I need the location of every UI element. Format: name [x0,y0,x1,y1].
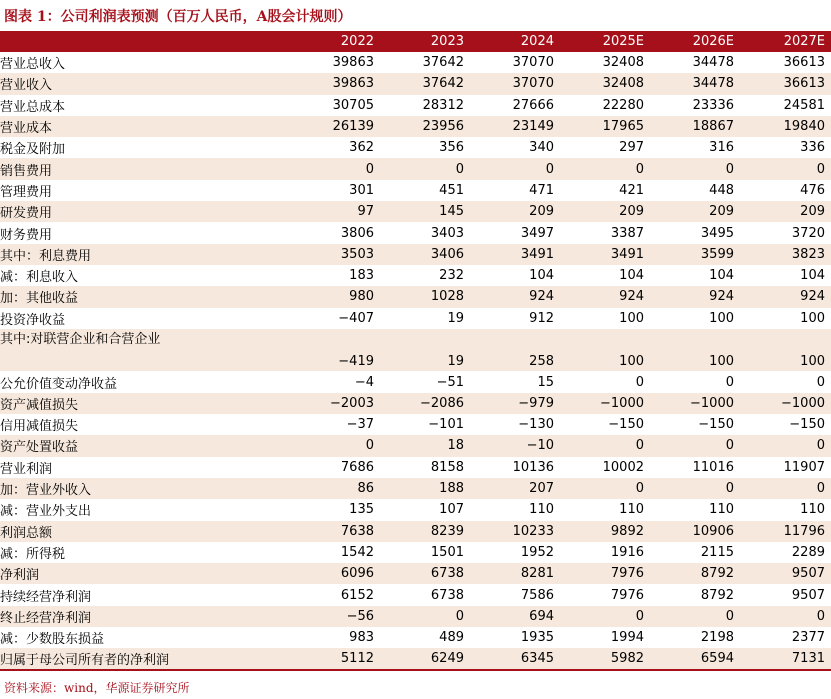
value-cell: −51 [436,374,464,390]
value-cell: 0 [740,606,831,627]
value-cell: 207 [470,478,560,499]
table-row [0,648,831,669]
value-cell: 448 [709,182,734,198]
value-cell: 0 [816,374,825,390]
value-cell: 37070 [470,73,560,94]
value-cell: 0 [560,158,650,179]
value-cell: 23336 [692,97,734,113]
value-cell: 100 [740,329,831,372]
table-row [0,137,831,158]
value-cell: 27666 [512,97,554,113]
value-cell: 100 [650,329,740,372]
value-cell: 0 [635,374,644,390]
row-label: 信用减值损失 [0,419,79,435]
value-cell: 97 [290,201,380,222]
value-cell: 9892 [560,521,650,542]
table-row [0,393,831,414]
value-cell: 0 [380,158,470,179]
value-cell: 26139 [290,116,380,137]
value-cell: 3503 [290,244,380,265]
table-row [0,201,831,222]
value-cell: 1935 [520,630,554,646]
value-cell: 188 [380,478,470,499]
table-row [0,371,831,392]
value-cell: 10906 [650,521,740,542]
value-cell: 11796 [740,521,831,542]
value-cell: 11907 [783,459,825,475]
value-cell: −150 [608,417,644,433]
value-cell: 362 [349,140,374,156]
table-row [0,542,831,563]
value-cell: 100 [709,310,734,326]
value-cell: 1952 [520,544,554,560]
value-cell: 7638 [290,521,380,542]
value-cell: 34478 [650,73,740,94]
value-cell: 100 [560,329,650,372]
value-cell: 3491 [560,244,650,265]
value-cell: 924 [740,286,831,307]
value-cell: 10002 [602,459,644,475]
value-cell: −407 [338,310,374,326]
row-label: 归属于母公司所有者的净利润 [0,648,290,669]
value-cell: 0 [740,478,831,499]
row-label: 营业成本 [0,116,290,137]
value-cell: 3403 [430,225,464,241]
value-cell: −56 [290,606,380,627]
value-cell: 0 [560,478,650,499]
row-label: 净利润 [0,563,290,584]
table-row [0,329,831,372]
value-cell: 297 [619,140,644,156]
value-cell: 3497 [520,225,554,241]
row-label: 减：营业外支出 [0,504,92,520]
income-statement-table [0,31,831,671]
value-cell: 6594 [650,648,740,669]
value-cell: 39863 [332,55,374,71]
value-cell: 356 [439,140,464,156]
value-cell: 32408 [560,73,650,94]
table-row [0,584,831,605]
row-label: 终止经营净利润 [0,606,290,627]
value-cell: 32408 [602,55,644,71]
header-row [0,31,831,52]
table-row [0,265,831,286]
table-row [0,414,831,435]
value-cell: 3806 [340,225,374,241]
value-cell: 6738 [380,563,470,584]
value-cell: 0 [650,478,740,499]
row-label: 其中：利息费用 [0,244,290,265]
value-cell: 110 [529,502,554,518]
row-label: 资产处置收益 [0,435,290,456]
row-label: 减：少数股东损益 [0,632,105,648]
value-cell: 7586 [520,587,554,603]
row-label: 利润总额 [0,521,290,542]
header-year-2025e: 2025E [560,31,650,52]
value-cell: 2289 [791,544,825,560]
row-label: 研发费用 [0,201,290,222]
value-cell: 110 [709,502,734,518]
value-cell: 980 [290,286,380,307]
row-label: 减：所得税 [0,546,66,562]
row-label: 营业总收入 [0,57,66,73]
value-cell: 6152 [340,587,374,603]
value-cell: 0 [650,435,740,456]
row-label: 投资净收益 [0,312,66,328]
value-cell: 183 [349,268,374,284]
value-cell: 10136 [512,459,554,475]
value-cell: 100 [800,310,825,326]
value-cell: 6249 [380,648,470,669]
table-row [0,244,831,265]
table-row [0,95,831,116]
row-label: 营业利润 [0,461,53,477]
value-cell: 9507 [740,563,831,584]
value-cell: 23149 [470,116,560,137]
value-cell: 1994 [610,630,644,646]
value-cell: 336 [800,140,825,156]
value-cell: 37070 [512,55,554,71]
header-year-2023: 2023 [380,31,470,52]
value-cell: −1000 [650,393,740,414]
row-label: 财务费用 [0,227,53,243]
table-row [0,457,831,478]
table-row [0,52,831,73]
value-cell: 19 [447,310,464,326]
row-label: 管理费用 [0,184,53,200]
header-year-2026e: 2026E [650,31,740,52]
table-row [0,627,831,648]
table-row [0,521,831,542]
value-cell: 301 [349,182,374,198]
value-cell: 24581 [783,97,825,113]
row-label: 持续经营净利润 [0,589,92,605]
table-header [0,31,831,52]
value-cell: 34478 [692,55,734,71]
value-cell: 2377 [791,630,825,646]
value-cell: 17965 [560,116,650,137]
value-cell: 3823 [740,244,831,265]
table-row [0,158,831,179]
row-label: 营业收入 [0,73,290,94]
value-cell: 107 [439,502,464,518]
value-cell: −150 [789,417,825,433]
value-cell: 2198 [700,630,734,646]
value-cell: 110 [800,502,825,518]
value-cell: 0 [560,435,650,456]
value-cell: 0 [470,158,560,179]
value-cell: 8281 [470,563,560,584]
value-cell: 36613 [783,55,825,71]
table-row [0,606,831,627]
value-cell: −37 [346,417,374,433]
value-cell: 3720 [791,225,825,241]
value-cell: −1000 [740,393,831,414]
value-cell: 6345 [470,648,560,669]
value-cell: −101 [428,417,464,433]
value-cell: 10233 [470,521,560,542]
value-cell: 0 [650,606,740,627]
value-cell: 39863 [290,73,380,94]
table-row [0,222,831,243]
value-cell: 3406 [380,244,470,265]
table-row [0,116,831,137]
value-cell: 7686 [340,459,374,475]
header-label-cell [0,31,290,52]
header-year-2024: 2024 [470,31,560,52]
table-body [0,52,831,670]
value-cell: 209 [740,201,831,222]
value-cell: 340 [529,140,554,156]
value-cell: 104 [529,268,554,284]
value-cell: 100 [619,310,644,326]
value-cell: 7131 [740,648,831,669]
value-cell: 1916 [610,544,644,560]
value-cell: 18867 [650,116,740,137]
value-cell: 3495 [700,225,734,241]
header-year-2027e: 2027E [740,31,831,52]
value-cell: 145 [380,201,470,222]
value-cell: 489 [439,630,464,646]
value-cell: 1028 [380,286,470,307]
value-cell: 476 [800,182,825,198]
row-label: 加：营业外收入 [0,478,290,499]
table-row [0,499,831,520]
table-title: 图表 1：公司利润表预测（百万人民币，A股会计规则） [4,9,352,25]
value-cell: 983 [349,630,374,646]
value-cell: 694 [470,606,560,627]
value-cell: 135 [349,502,374,518]
value-cell: 8158 [430,459,464,475]
value-cell: 18 [380,435,470,456]
value-cell: −130 [518,417,554,433]
table-row [0,73,831,94]
value-cell: 5982 [560,648,650,669]
value-cell: 258 [470,329,560,372]
row-label: 加：其他收益 [0,286,290,307]
value-cell: 924 [470,286,560,307]
value-cell: −10 [470,435,560,456]
value-cell: 19 [380,329,470,372]
value-cell: 7976 [560,563,650,584]
value-cell: −1000 [560,393,650,414]
value-cell: 924 [650,286,740,307]
value-cell: 209 [470,201,560,222]
value-cell: 0 [725,374,734,390]
header-year-2022: 2022 [290,31,380,52]
value-cell: 0 [740,435,831,456]
table-row [0,180,831,201]
row-label: 销售费用 [0,158,290,179]
value-cell: 0 [290,435,380,456]
value-cell: 451 [439,182,464,198]
value-cell: 37642 [380,73,470,94]
value-cell: 36613 [740,73,831,94]
table-row [0,286,831,307]
row-label: 公允价值变动净收益 [0,376,118,392]
value-cell: 3491 [470,244,560,265]
value-cell: 232 [439,268,464,284]
row-label-line1: 其中:对联营企业和合营企业 [0,332,161,348]
value-cell: 86 [290,478,380,499]
value-cell: 30705 [332,97,374,113]
row-label: 税金及附加 [0,142,66,158]
value-cell: 0 [290,158,380,179]
value-cell: 22280 [602,97,644,113]
row-label: 减：利息收入 [0,270,79,286]
value-cell: 23956 [380,116,470,137]
value-cell: 104 [800,268,825,284]
row-label: 资产减值损失 [0,393,290,414]
value-cell: −419 [290,329,380,372]
value-cell: 7976 [610,587,644,603]
value-cell: 421 [619,182,644,198]
table-row [0,478,831,499]
value-cell: 104 [709,268,734,284]
value-cell: 0 [380,606,470,627]
source-note: 资料来源：wind，华源证券研究所 [4,681,190,695]
value-cell: 209 [560,201,650,222]
value-cell: 8239 [380,521,470,542]
value-cell: 0 [650,158,740,179]
value-cell: 3387 [610,225,644,241]
value-cell: 8792 [650,563,740,584]
value-cell: 37642 [422,55,464,71]
value-cell: 19840 [740,116,831,137]
value-cell: −979 [470,393,560,414]
row-label-line2 [0,350,290,371]
value-cell: −2003 [290,393,380,414]
value-cell: 5112 [290,648,380,669]
value-cell: 104 [619,268,644,284]
value-cell: 209 [650,201,740,222]
value-cell: 9507 [791,587,825,603]
value-cell: 0 [740,158,831,179]
value-cell: −2086 [380,393,470,414]
value-cell: −150 [698,417,734,433]
value-cell: 2115 [700,544,734,560]
value-cell: 6096 [290,563,380,584]
value-cell: 6738 [430,587,464,603]
table-row [0,563,831,584]
value-cell: −4 [354,374,374,390]
value-cell: 924 [560,286,650,307]
value-cell: 8792 [700,587,734,603]
row-label: 营业总成本 [0,99,66,115]
value-cell: 316 [709,140,734,156]
value-cell: 15 [537,374,554,390]
value-cell: 3599 [650,244,740,265]
table-row [0,308,831,329]
value-cell: 1542 [340,544,374,560]
table-row [0,435,831,456]
value-cell: 471 [529,182,554,198]
value-cell: 1501 [430,544,464,560]
value-cell: 0 [560,606,650,627]
value-cell: 28312 [422,97,464,113]
value-cell: 912 [529,310,554,326]
value-cell: 110 [619,502,644,518]
value-cell: 11016 [692,459,734,475]
row-label [0,329,290,372]
